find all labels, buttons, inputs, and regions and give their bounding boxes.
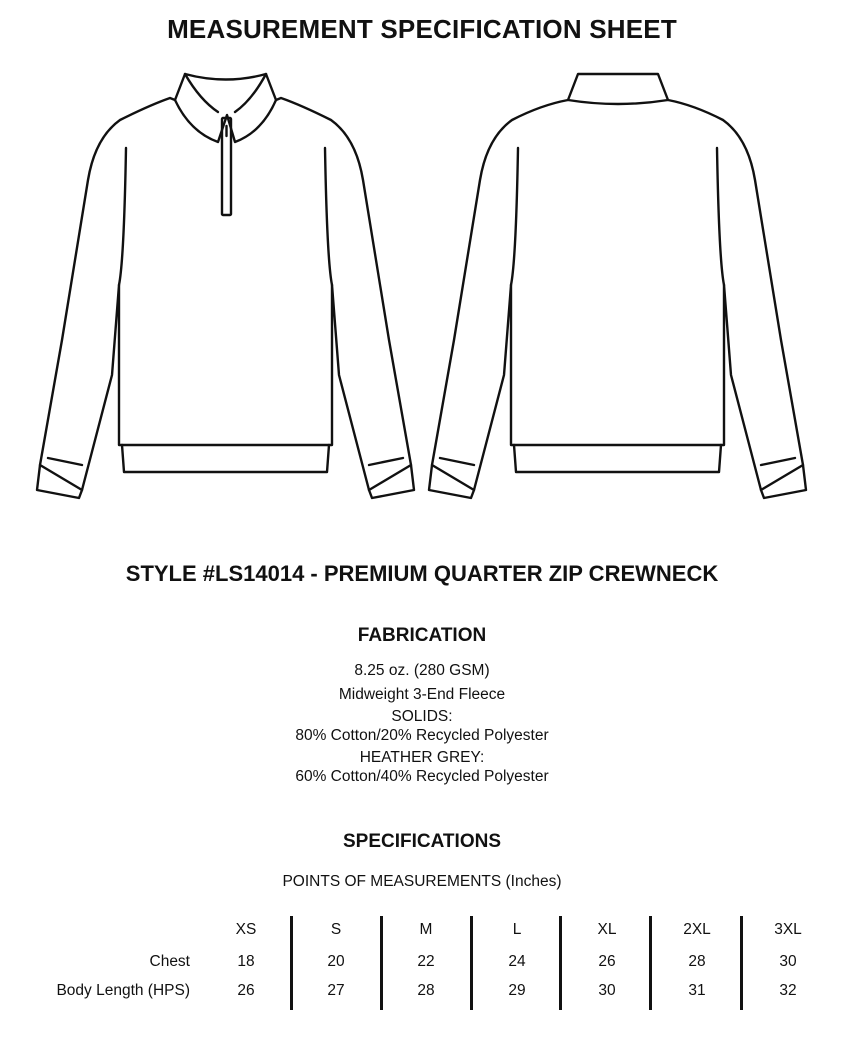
heather-grey-blend: 60% Cotton/40% Recycled Polyester: [295, 768, 549, 785]
garment-flat-drawings: [0, 60, 844, 510]
sheet-title: MEASUREMENT SPECIFICATION SHEET: [167, 14, 677, 44]
column-divider: [470, 916, 473, 1010]
chest-l: 24: [508, 953, 526, 970]
solids-label: SOLIDS:: [391, 708, 453, 725]
specifications-heading: SPECIFICATIONS: [343, 831, 501, 852]
column-divider: [649, 916, 652, 1010]
fabric-weight: 8.25 oz. (280 GSM): [354, 662, 490, 679]
style-number-title: STYLE #LS14014 - PREMIUM QUARTER ZIP CREWNECK: [125, 561, 719, 586]
fabrication-heading: FABRICATION: [357, 625, 487, 646]
front-view-drawing: [37, 74, 414, 498]
points-of-measurement-subheading: POINTS OF MEASUREMENTS (Inches): [282, 873, 562, 890]
row-label-body-length: Body Length (HPS): [56, 982, 190, 999]
fabrication-details: [0, 660, 844, 786]
chest-xs: 18: [237, 953, 255, 970]
body-length-m: 28: [417, 982, 435, 999]
chest-m: 22: [417, 953, 435, 970]
size-header-xl: XL: [597, 921, 617, 938]
body-length-2xl: 31: [688, 982, 706, 999]
column-divider: [559, 916, 562, 1010]
chest-xl: 26: [598, 953, 616, 970]
column-divider: [740, 916, 743, 1010]
size-header-m: M: [419, 921, 433, 938]
size-header-s: S: [330, 921, 342, 938]
size-header-l: L: [512, 921, 522, 938]
back-view-drawing: [429, 74, 806, 498]
measurement-table: [0, 912, 844, 1012]
chest-2xl: 28: [688, 953, 706, 970]
solids-blend: 80% Cotton/20% Recycled Polyester: [295, 727, 549, 744]
fabric-type: Midweight 3-End Fleece: [338, 686, 506, 703]
body-length-s: 27: [327, 982, 345, 999]
heather-grey-label: HEATHER GREY:: [359, 749, 485, 766]
body-length-3xl: 32: [779, 982, 797, 999]
size-header-2xl: 2XL: [683, 921, 711, 938]
row-label-chest: Chest: [149, 953, 190, 970]
column-divider: [380, 916, 383, 1010]
chest-3xl: 30: [779, 953, 797, 970]
body-length-l: 29: [508, 982, 526, 999]
size-header-xs: XS: [235, 921, 257, 938]
size-header-3xl: 3XL: [774, 921, 802, 938]
body-length-xl: 30: [598, 982, 616, 999]
column-divider: [290, 916, 293, 1010]
chest-s: 20: [327, 953, 345, 970]
body-length-xs: 26: [237, 982, 255, 999]
